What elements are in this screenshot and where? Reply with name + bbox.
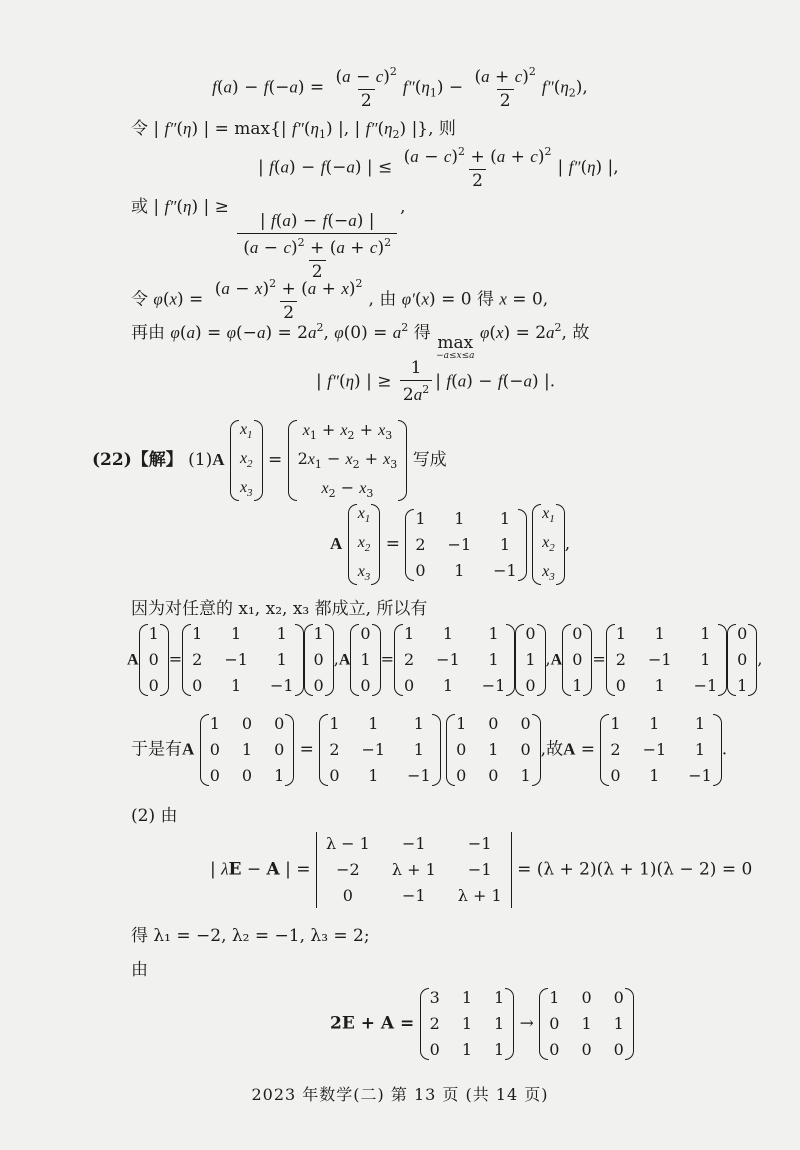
matrix-entry: 0 <box>613 988 624 1007</box>
matrix-entry: 1 <box>649 714 660 733</box>
matrix-entry: 1 <box>499 534 511 554</box>
matrix-entry: 1 <box>413 740 424 759</box>
matrix-entry: 1 <box>192 624 203 643</box>
identity-1: 1 0 0 0 1 0 0 0 1 <box>200 716 295 784</box>
matrix-entry: 1 <box>610 714 621 733</box>
matrix-entry: 1 <box>615 624 626 643</box>
matrix-entry: 0 <box>549 1014 560 1033</box>
matrix-entry: −2 <box>336 860 360 879</box>
vector-ax-expression: $x_1 + x_2 + x_3$ $2x_1 - x_2 + x_3$ $x_2 - x_3$ <box>288 422 408 499</box>
matrix-entry: 1 <box>649 766 660 785</box>
matrix-a-2 <box>182 626 303 694</box>
since-text: 因为对任意的 x₁, x₂, x₃ 都成立, 所以有 <box>131 599 428 619</box>
matrix-entry: 2 <box>403 650 415 669</box>
e3b: 0 0 1 <box>727 626 757 694</box>
matrix-entry: 1 <box>276 650 287 669</box>
inequality-reciprocal: 或 | f″(η) | ≥ $\frac{| f(a) - f(-a) |}{\frac{(a - c)^2 + (a + c)^2}{2}}$ , <box>131 197 406 282</box>
matrix-2e-plus-a <box>420 990 515 1058</box>
matrix-entry: 1 <box>494 988 505 1007</box>
equation-taylor-difference: f(a) − f(−a) = $\frac{(a - c)^2}{2}$ $f''(\eta_1)$ − $\frac{(a + c)^2}{2}$ $f''(\eta_2)$, <box>212 65 588 111</box>
matrix-entry: 1 <box>442 624 454 643</box>
e1: 1 0 0 <box>139 626 169 694</box>
matrix-entry: 0 <box>342 886 353 905</box>
page-footer: 2023 年数学(二) 第 13 页 (共 14 页) <box>251 1085 549 1104</box>
matrix-entry: 1 <box>494 1040 505 1059</box>
matrix-entry: 0 <box>581 988 592 1007</box>
part2-text: (2) 由 <box>131 806 178 826</box>
matrix-entry: 1 <box>499 508 511 528</box>
matrix-entry: 1 <box>368 714 379 733</box>
phi-max: 再由 $\varphi(a) = \varphi(-a) = 2a^2$, $\varphi(0) = a^2$ 得 max −a≤x≤a $\varphi(x) = 2a^2$, 故 <box>131 321 590 361</box>
matrix-entry: 1 <box>654 676 665 695</box>
matrix-entry: 0 <box>415 560 426 580</box>
matrix-entry: 1 <box>415 508 426 528</box>
matrix-entry: 1 <box>613 1014 624 1033</box>
e2b: 0 1 0 <box>515 626 545 694</box>
matrix-entry: 1 <box>461 1040 473 1059</box>
matrix-entry: 3 <box>429 988 440 1007</box>
matrix-entry: 1 <box>700 650 711 669</box>
matrix-entry: 1 <box>494 1014 505 1033</box>
q22-label: (22)【解】 <box>92 450 183 470</box>
matrix-entry: 0 <box>581 1040 592 1059</box>
matrix-entry: 1 <box>454 508 465 528</box>
matrix-entry: 1 <box>413 714 424 733</box>
identity-2: 1 0 0 0 1 0 0 0 1 <box>446 716 541 784</box>
matrix-entry: 1 <box>581 1014 592 1033</box>
matrix-rref <box>539 990 634 1058</box>
matrix-entry: −1 <box>407 766 431 785</box>
matrix-entry: 1 <box>276 624 287 643</box>
matrix-entry: 1 <box>403 624 415 643</box>
matrix-entry: −1 <box>467 834 492 853</box>
e3: 0 0 1 <box>562 626 592 694</box>
matrix-entry: 0 <box>610 766 621 785</box>
matrix-a-result <box>600 716 721 784</box>
matrix-entry: 1 <box>454 560 465 580</box>
matrix-entry: λ + 1 <box>391 860 436 879</box>
matrix-entry: 1 <box>694 714 706 733</box>
matrix-entry: −1 <box>361 740 386 759</box>
matrix-a-1 <box>405 508 526 580</box>
eigenvalues-text: 得 λ₁ = −2, λ₂ = −1, λ₃ = 2; <box>131 926 370 946</box>
matrix-entry: 1 <box>461 1014 473 1033</box>
matrix-entry: 1 <box>231 624 242 643</box>
matrix-entry: 1 <box>488 624 499 643</box>
matrix-entry: −1 <box>269 676 294 695</box>
write-as-text: 写成 <box>412 450 447 470</box>
therefore-text: 故 <box>546 739 564 760</box>
matrix-entry: 2 <box>615 650 626 669</box>
inequality-bound: | f(a) − f(−a) | ≤ $\frac{(a - c)^2 + (a + c)^2}{2}$ | f″(η) |, <box>258 145 619 191</box>
e1b: 1 0 0 <box>304 626 334 694</box>
matrix-entry: −1 <box>647 650 672 669</box>
matrix-a-4 <box>606 626 727 694</box>
matrix-entry: 1 <box>700 624 711 643</box>
q22-part1: (1) <box>188 450 213 470</box>
matrix-entry: −1 <box>642 740 667 759</box>
matrix-entry: 2 <box>415 534 426 554</box>
matrix-entry: −1 <box>467 860 492 879</box>
matrix-entry: −1 <box>693 676 718 695</box>
matrix-entry: 0 <box>429 1040 440 1059</box>
vector-x: $x_1$ $x_2$ $x_3$ <box>230 422 263 499</box>
matrix-a-3 <box>394 626 515 694</box>
matrix-entry: 0 <box>192 676 203 695</box>
matrix-entry: 0 <box>549 1040 560 1059</box>
matrix-entry: 1 <box>549 988 560 1007</box>
char-poly-result: = (λ + 2)(λ + 1)(λ − 2) = 0 <box>517 859 753 880</box>
vector-x-3: $x_1$ $x_2$ $x_3$ <box>532 506 565 583</box>
unit-vector-equations: A 1 0 0 = 1 1 1 2 −1 1 0 1 −1 1 0 0 ,A 0 1 0 = 1 1 1 2 −1 1 0 1 −1 0 1 0 ,A 0 0 1 = 1 1 1 2 −1 1 0 1 −1 0 0 1 , <box>127 624 763 695</box>
matrix-entry: 1 <box>442 676 454 695</box>
matrix-entry: 2 <box>329 740 340 759</box>
define-phi: 令 φ(x) = $\frac{(a - x)^2 + (a + x)^2}{2}$ , 由 φ′(x) = 0 得 x = 0, <box>131 277 549 323</box>
let-max-statement: 令 | f″(η) | = max{| $f''(\eta_1)$ |, | $f''(\eta_2)$ |}, 则 <box>131 119 456 141</box>
hence-equation: 于是有A 1 0 0 0 1 0 0 0 1 = 1 1 1 2 −1 1 0 1 −1 1 0 0 0 1 0 0 0 1 ,故A = 1 1 1 2 −1 1 0 1 −1 . <box>131 714 728 785</box>
matrix-entry: 1 <box>368 766 379 785</box>
matrix-entry: 1 <box>694 740 706 759</box>
matrix-entry: −1 <box>224 650 248 669</box>
matrix-entry: 1 <box>654 624 665 643</box>
matrix-entry: 2 <box>429 1014 440 1033</box>
matrix-a-5 <box>319 716 440 784</box>
matrix-entry: −1 <box>688 766 712 785</box>
matrix-entry: −1 <box>402 834 426 853</box>
arrow-icon: → <box>519 1013 534 1034</box>
matrix-entry: −1 <box>481 676 506 695</box>
matrix-entry: λ + 1 <box>457 886 502 905</box>
e2: 0 1 0 <box>350 626 380 694</box>
final-inequality: | f″(η) | ≥ $\frac{1}{2a^2}$ | f(a) − f(−a) |. <box>316 358 556 405</box>
matrix-entry: 0 <box>615 676 626 695</box>
you-text: 由 <box>131 960 148 980</box>
matrix-entry: −1 <box>447 534 472 554</box>
matrix-entry: 2 <box>192 650 203 669</box>
row-reduction <box>330 990 634 1058</box>
matrix-entry: λ − 1 <box>325 834 370 853</box>
matrix-entry: 0 <box>329 766 340 785</box>
matrix-entry: 2 <box>610 740 621 759</box>
matrix-entry: 0 <box>613 1040 624 1059</box>
characteristic-equation: | λE − A | = λ − 1 −1 −1 −2 λ + 1 −1 0 −1 λ + 1 = (λ + 2)(λ + 1)(λ − 2) = 0 <box>210 834 753 905</box>
matrix-entry: 1 <box>461 988 473 1007</box>
matrix-entry: 0 <box>403 676 415 695</box>
matrix-entry: 1 <box>329 714 340 733</box>
matrix-entry: −1 <box>402 886 426 905</box>
matrix-entry: 1 <box>488 650 499 669</box>
vector-x-2: $x_1$ $x_2$ $x_3$ <box>348 506 381 583</box>
matrix-entry: −1 <box>493 560 517 580</box>
hence-text: 于是有 <box>131 739 182 760</box>
matrix-equation-ax: A $x_1$ $x_2$ $x_3$ = 1 1 1 2 −1 1 0 1 −1 $x_1$ $x_2$ $x_3$ , <box>330 505 571 583</box>
determinant-lambda-e-minus-a <box>316 836 512 904</box>
matrix-entry: 1 <box>231 676 242 695</box>
matrix-entry: −1 <box>436 650 460 669</box>
two-e-plus-a-label: 2E + A = <box>330 1013 415 1034</box>
q22-statement: (22)【解】 (1)A $x_1$ $x_2$ $x_3$ = $x_1 + x_2 + x_3$ $2x_1 - x_2 + x_3$ $x_2 - x_3$ 写成 <box>92 420 447 500</box>
